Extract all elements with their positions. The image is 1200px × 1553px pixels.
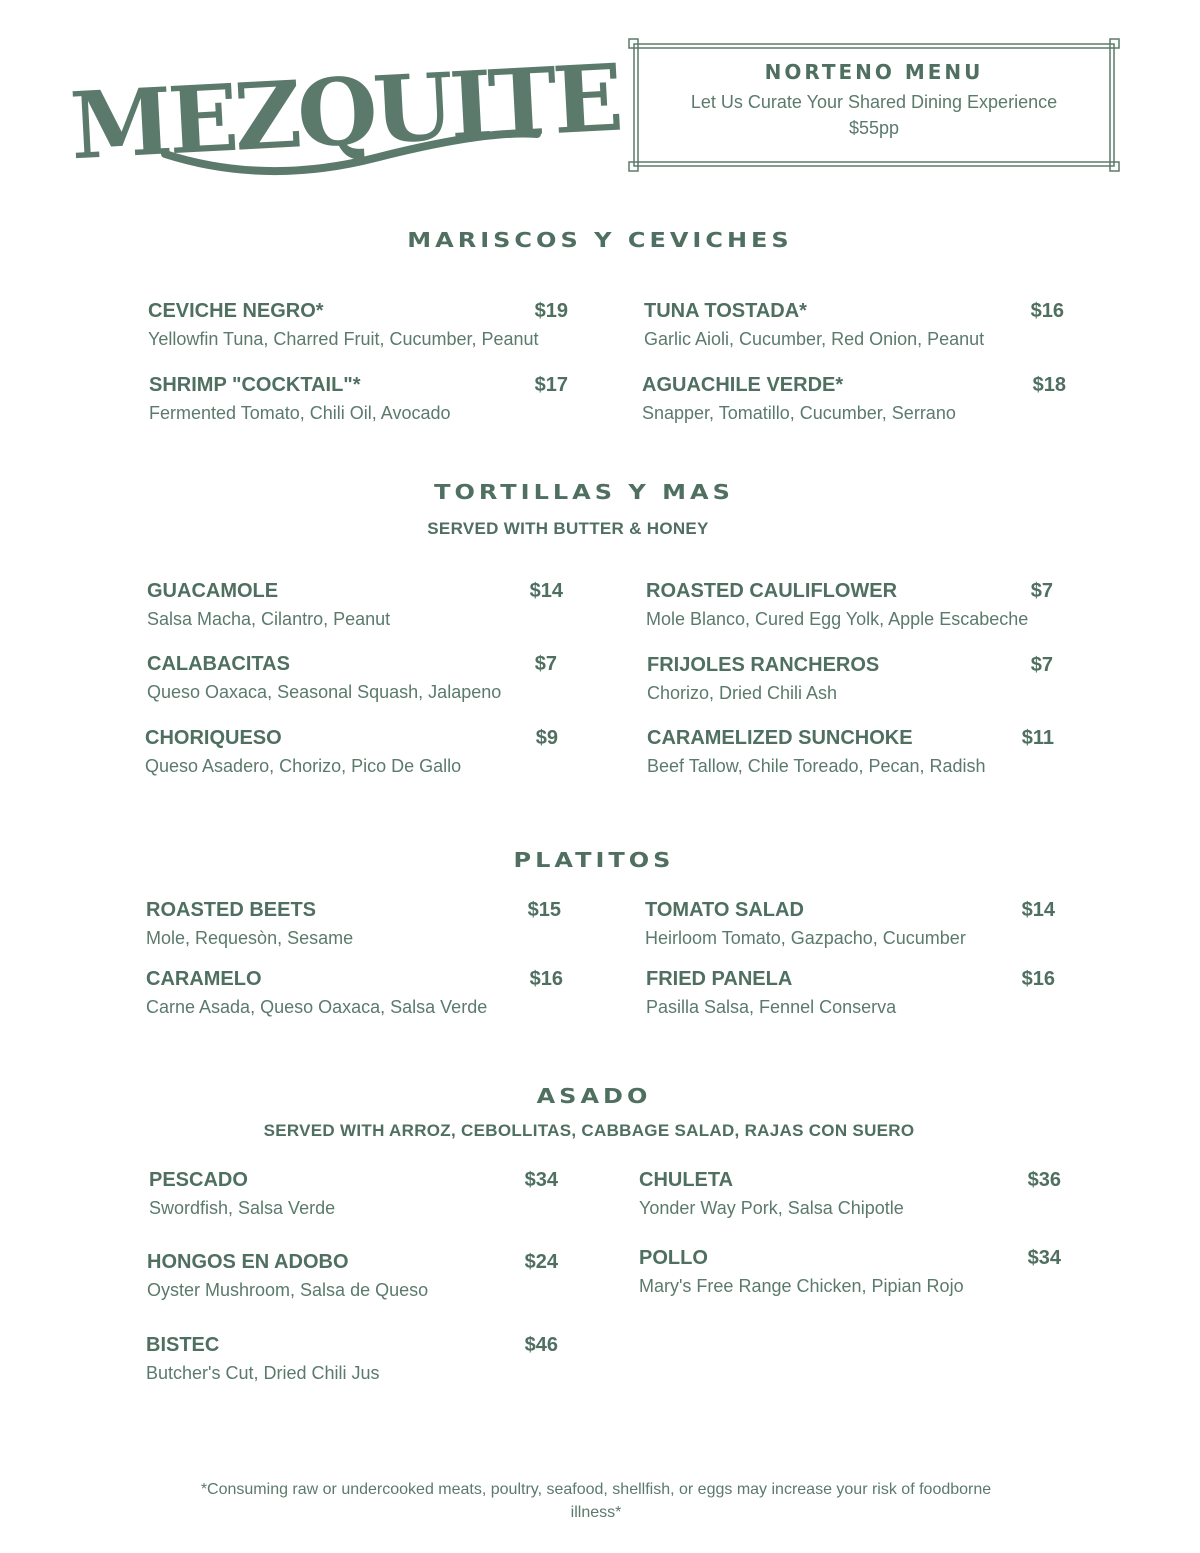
item-name: AGUACHILE VERDE* — [642, 374, 844, 396]
item-price: $18 — [1032, 374, 1066, 396]
logo-wordmark: MEZQUITE — [67, 43, 622, 181]
norteno-price: $55pp — [848, 118, 900, 138]
item-price: $11 — [1021, 727, 1054, 749]
item-name: HONGOS EN ADOBO — [147, 1251, 349, 1273]
item-description: Mole, Requesòn, Sesame — [146, 928, 354, 948]
item-description: Heirloom Tomato, Gazpacho, Cucumber — [645, 928, 966, 948]
item-description: Beef Tallow, Chile Toreado, Pecan, Radish — [647, 756, 986, 776]
item-price: $16 — [529, 968, 563, 990]
item-name: TUNA TOSTADA* — [644, 300, 807, 322]
item-name: BISTEC — [146, 1334, 220, 1356]
item-price: $34 — [524, 1169, 558, 1191]
item-name: CALABACITAS — [147, 653, 290, 675]
norteno-subtitle: Let Us Curate Your Shared Dining Experience — [690, 92, 1058, 112]
item-name: CARAMELIZED SUNCHOKE — [647, 727, 913, 749]
item-description: Swordfish, Salsa Verde — [149, 1198, 336, 1218]
item-description: Chorizo, Dried Chili Ash — [647, 683, 838, 703]
item-description: Queso Oaxaca, Seasonal Squash, Jalapeno — [147, 682, 502, 702]
item-name: CARAMELO — [146, 968, 262, 990]
item-price: $7 — [1030, 580, 1053, 602]
item-description: Yellowfin Tuna, Charred Fruit, Cucumber, Peanut — [148, 329, 539, 349]
item-price: $14 — [529, 580, 563, 602]
item-description: Garlic Aioli, Cucumber, Red Onion, Peanut — [644, 329, 985, 349]
item-price: $14 — [1021, 899, 1055, 921]
norteno-menu-box — [628, 38, 1120, 172]
item-name: FRIJOLES RANCHEROS — [647, 654, 880, 676]
item-name: FRIED PANELA — [646, 968, 793, 990]
item-price: $34 — [1027, 1247, 1061, 1269]
item-name: TOMATO SALAD — [645, 899, 804, 921]
item-description: Queso Asadero, Chorizo, Pico De Gallo — [145, 756, 462, 776]
item-description: Salsa Macha, Cilantro, Peanut — [147, 609, 391, 629]
section-note-tortillas: SERVED WITH BUTTER & HONEY — [427, 519, 709, 538]
item-description: Mole Blanco, Cured Egg Yolk, Apple Escabeche — [646, 609, 1029, 629]
item-price: $9 — [535, 727, 558, 749]
item-price: $46 — [524, 1334, 558, 1356]
item-price: $16 — [1021, 968, 1055, 990]
item-description: Mary's Free Range Chicken, Pipian Rojo — [639, 1276, 964, 1296]
section-title-tortillas: TORTILLAS Y MAS — [434, 480, 734, 504]
item-name: PESCADO — [149, 1169, 248, 1191]
item-description: Fermented Tomato, Chili Oil, Avocado — [149, 403, 451, 423]
item-price: $24 — [524, 1251, 558, 1273]
item-description: Oyster Mushroom, Salsa de Queso — [147, 1280, 429, 1300]
item-description: Butcher's Cut, Dried Chili Jus — [146, 1363, 380, 1383]
section-title-asado: ASADO — [536, 1084, 652, 1108]
item-name: ROASTED CAULIFLOWER — [646, 580, 898, 602]
item-name: POLLO — [639, 1247, 708, 1269]
item-name: CHORIQUESO — [145, 727, 282, 749]
item-price: $15 — [527, 899, 561, 921]
item-description: Carne Asada, Queso Oaxaca, Salsa Verde — [146, 997, 488, 1017]
item-name: GUACAMOLE — [147, 580, 279, 602]
item-description: Yonder Way Pork, Salsa Chipotle — [639, 1198, 904, 1218]
item-name: ROASTED BEETS — [146, 899, 317, 921]
section-title-platitos: PLATITOS — [513, 848, 675, 872]
item-description: Pasilla Salsa, Fennel Conserva — [646, 997, 897, 1017]
item-name: CEVICHE NEGRO* — [148, 300, 324, 322]
item-price: $7 — [534, 653, 557, 675]
norteno-title: NORTENO MENU — [764, 60, 984, 84]
item-price: $16 — [1030, 300, 1064, 322]
item-price: $36 — [1027, 1169, 1061, 1191]
mezquite-logo — [67, 36, 622, 181]
section-note-asado: SERVED WITH ARROZ, CEBOLLITAS, CABBAGE SALAD, RAJAS CON SUERO — [263, 1121, 915, 1140]
item-price: $7 — [1030, 654, 1053, 676]
item-price: $19 — [534, 300, 568, 322]
section-title-mariscos: MARISCOS Y CEVICHES — [407, 228, 793, 252]
item-description: Snapper, Tomatillo, Cucumber, Serrano — [642, 403, 956, 423]
item-name: CHULETA — [639, 1169, 734, 1191]
item-name: SHRIMP "COCKTAIL"* — [149, 374, 361, 396]
food-safety-disclaimer: *Consuming raw or undercooked meats, poultry, seafood, shellfish, or eggs may increase your risk of foodborne illness* — [200, 1481, 992, 1521]
item-price: $17 — [534, 374, 568, 396]
